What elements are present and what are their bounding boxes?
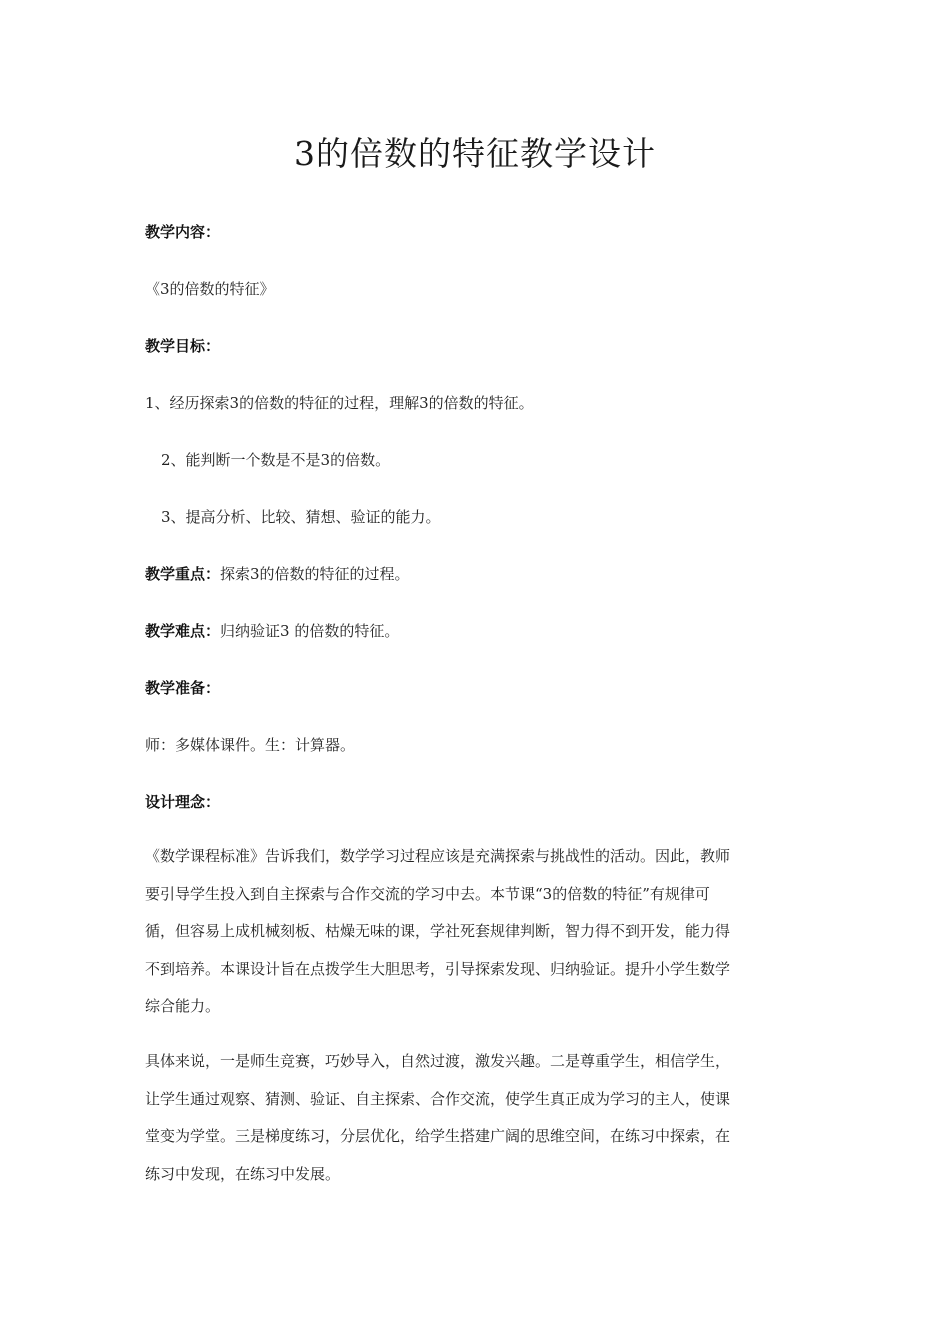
paragraph-line: 循，但容易上成机械刻板、枯燥无味的课，学社死套规律判断，智力得不到开发，能力得 bbox=[145, 922, 731, 940]
key-point-label: 教学重点： bbox=[145, 565, 221, 583]
goal-item-3: 3、提高分析、比较、猜想、验证的能力。 bbox=[161, 508, 441, 526]
paragraph-line: 让学生通过观察、猜测、验证、自主探索、合作交流，使学生真正成为学习的主人，使课 bbox=[145, 1089, 731, 1108]
document-title: 3的倍数的特征教学设计 bbox=[294, 134, 656, 173]
difficulty-row bbox=[145, 621, 399, 641]
goal-item-2: 2、能判断一个数是不是3的倍数。 bbox=[161, 451, 391, 469]
paragraph-line: 堂变为学堂。三是梯度练习，分层优化，给学生搭建广阔的思维空间，在练习中探索，在 bbox=[145, 1127, 731, 1145]
difficulty-label: 教学难点： bbox=[145, 622, 221, 640]
goal-item-1: 1、经历探索3的倍数的特征的过程，理解3的倍数的特征。 bbox=[145, 394, 534, 412]
content-heading: 教学内容： bbox=[145, 223, 221, 241]
concept-paragraph-2 bbox=[145, 1051, 805, 1201]
key-point-row bbox=[145, 564, 410, 584]
paragraph-line: 具体来说，一是师生竞赛，巧妙导入，自然过渡，激发兴趣。二是尊重学生，相信学生， bbox=[145, 1052, 731, 1070]
paragraph-line: 《数学课程标准》告诉我们，数学学习过程应该是充满探索与挑战性的活动。因此，教师 bbox=[145, 847, 731, 865]
key-point-value: 探索3的倍数的特征的过程。 bbox=[220, 565, 410, 583]
paragraph-line: 不到培养。本课设计旨在点拨学生大胆思考，引导探索发现、归纳验证。提升小学生数学 bbox=[145, 959, 731, 978]
difficulty-value: 归纳验证3 的倍数的特征。 bbox=[220, 622, 400, 640]
paragraph-line: 练习中发现，在练习中发展。 bbox=[145, 1164, 341, 1183]
preparation-value: 师：多媒体课件。生：计算器。 bbox=[145, 736, 356, 754]
content-value: 《3的倍数的特征》 bbox=[145, 280, 275, 298]
concept-heading: 设计理念： bbox=[145, 793, 221, 811]
paragraph-line: 综合能力。 bbox=[145, 997, 221, 1015]
concept-paragraph-1 bbox=[145, 846, 805, 1034]
paragraph-line: 要引导学生投入到自主探索与合作交流的学习中去。本节课“3的倍数的特征”有规律可 bbox=[145, 884, 710, 903]
goals-heading: 教学目标： bbox=[145, 337, 221, 355]
preparation-heading: 教学准备： bbox=[145, 679, 221, 697]
